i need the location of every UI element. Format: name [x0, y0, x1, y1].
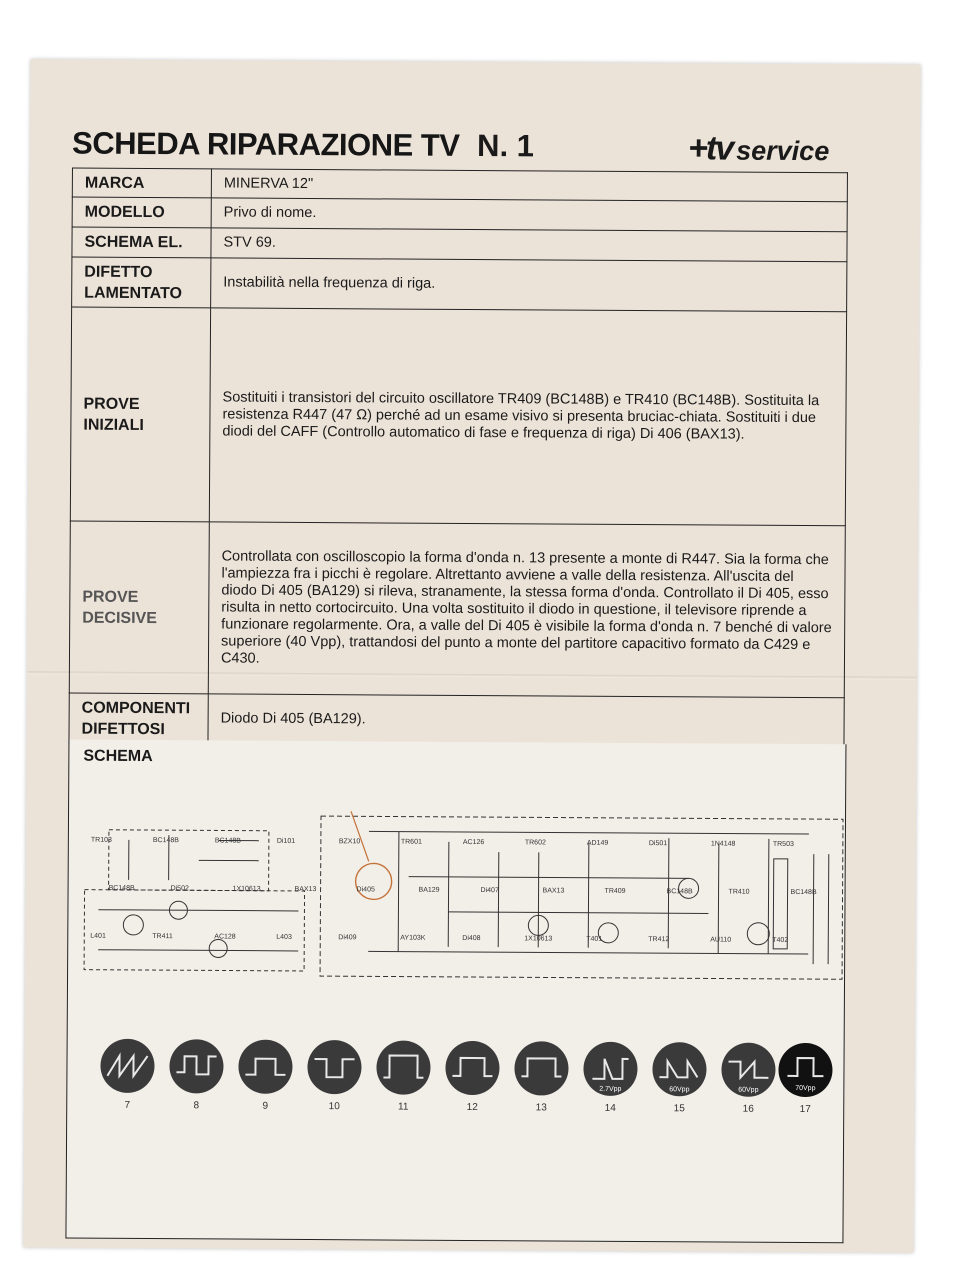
waveform-15 — [651, 1041, 707, 1114]
waveform-10 — [306, 1039, 362, 1112]
circuit-label: TR601 — [400, 838, 422, 846]
circuit-label: T402 — [772, 936, 789, 944]
waveform-number: 9 — [262, 1100, 269, 1112]
repair-form — [68, 168, 848, 749]
circuit-label: Di502 — [170, 885, 189, 893]
waveform-15-vpp: 60Vpp — [669, 1086, 690, 1094]
waveform-number: 12 — [466, 1101, 478, 1114]
circuit-label: AY103K — [400, 934, 426, 942]
value-componenti: Diodo Di 405 (BA129). — [208, 694, 844, 748]
circuit-label: Di501 — [648, 840, 668, 848]
circuit-label: Di405 — [356, 886, 375, 894]
label-prove-decisive: PROVE DECISIVE — [69, 521, 209, 694]
waveform-17-vpp: 70Vpp — [795, 1084, 816, 1093]
value-modello: Privo di nome. — [211, 198, 847, 232]
circuit-label: AU110 — [710, 936, 732, 944]
circuit-label: BC148B — [666, 888, 693, 896]
logo-mark: +tv — [687, 129, 733, 168]
circuit-label: 1X10613 — [232, 885, 261, 893]
label-difetto: DIFETTO LAMENTATO — [72, 257, 211, 308]
circuit-label: BAX13 — [294, 885, 317, 894]
circuit-label: Di409 — [338, 934, 357, 942]
value-marca: MINERVA 12" — [211, 169, 847, 202]
circuit-label: Di407 — [480, 887, 499, 895]
waveform-number: 14 — [604, 1102, 616, 1114]
circuit-label: 1X10613 — [524, 935, 553, 943]
waveform-9 — [237, 1039, 293, 1112]
waveform-17 — [777, 1042, 833, 1115]
circuit-label: Di101 — [276, 837, 296, 845]
circuit-label: Di408 — [462, 934, 481, 943]
waveform-number: 17 — [799, 1104, 811, 1116]
circuit-label: T401 — [586, 935, 603, 943]
circuit-label: BC148B — [214, 837, 241, 845]
schema-panel — [65, 740, 846, 1244]
row-schema-el — [72, 227, 847, 262]
sheet-number: N. 1 — [477, 128, 535, 164]
circuit-label: L401 — [90, 932, 106, 940]
circuit-label: AC128 — [214, 933, 236, 941]
row-difetto — [72, 257, 847, 312]
label-prove-iniziali: PROVE INIZIALI — [70, 307, 210, 522]
waveform-14 — [582, 1041, 638, 1114]
circuit-label: TR409 — [604, 887, 626, 895]
label-componenti: COMPONENTI DIFETTOSI — [69, 693, 208, 744]
tv-service-logo — [688, 129, 829, 169]
row-prove-decisive — [69, 521, 845, 698]
circuit-label: TR412 — [648, 936, 670, 944]
circuit-label: BA129 — [418, 886, 440, 894]
circuit-label: BZX10 — [338, 838, 361, 846]
waveform-number: 16 — [742, 1103, 754, 1115]
waveform-13 — [513, 1040, 569, 1113]
repair-sheet — [23, 59, 920, 1252]
waveform-8 — [168, 1038, 224, 1111]
circuit-label: BC148B — [108, 884, 135, 892]
circuit-label: AC126 — [462, 838, 485, 847]
value-prove-iniziali: Sostituiti i transistori del circuito oscillatore TR409 (BC148B) e TR410 (BC148B). Sostituita la resistenza R447 (47 Ω) perché ad un esame visivo si presenta bruciac-chiata. Sostituiti i due diodi del CAFF (Controllo automatico di fase e frequenza di riga) Di 406 (BAX13). — [209, 308, 846, 526]
waveform-number: 7 — [124, 1099, 131, 1111]
circuit-label: TR602 — [524, 839, 546, 847]
logo-word: service — [736, 135, 830, 167]
row-marca — [72, 168, 847, 202]
waveform-number: 10 — [328, 1101, 340, 1113]
label-modello: MODELLO — [72, 197, 211, 228]
schema-label: SCHEMA — [83, 747, 153, 766]
waveform-12 — [444, 1040, 500, 1113]
circuit-label: TR503 — [772, 840, 794, 848]
circuit-label: L403 — [276, 933, 292, 941]
waveform-strip — [83, 1038, 834, 1143]
circuit-label: BC148B — [152, 837, 179, 845]
waveform-number: 15 — [673, 1103, 685, 1115]
waveform-number: 11 — [398, 1101, 409, 1113]
value-schema-el: STV 69. — [211, 228, 847, 262]
circuit-label: 1N4148 — [710, 840, 736, 848]
circuit-label: TR410 — [728, 888, 750, 896]
circuit-label: BC148B — [790, 888, 817, 897]
circuit-label: BAX13 — [542, 887, 565, 895]
row-modello — [72, 197, 847, 232]
waveform-number: 8 — [193, 1100, 200, 1112]
waveform-14-vpp: 2.7Vpp — [599, 1085, 622, 1093]
page-title: SCHEDA RIPARAZIONE TV — [72, 125, 460, 163]
circuit-diagram — [68, 780, 845, 985]
waveform-7 — [99, 1038, 155, 1111]
circuit-label: TR411 — [152, 933, 173, 941]
waveform-number: 13 — [535, 1102, 547, 1114]
circuit-label: AD149 — [586, 839, 609, 847]
value-difetto: Instabilità nella frequenza di riga. — [211, 258, 847, 312]
row-prove-iniziali — [70, 307, 846, 526]
label-schema-el: SCHEMA EL. — [72, 227, 211, 258]
label-marca: MARCA — [72, 168, 211, 198]
waveform-11 — [375, 1039, 431, 1112]
value-prove-decisive: Controllata con oscilloscopio la forma d'onda n. 13 presente a monte di R447. Sia la forma che l'ampiezza fra i picchi è regolare. Altrettanto avviene a valle della resistenza. All'uscita del diodo Di 405 (BA129) si rileva, stranamente, la stessa forma d'onda. Controllato il Di 405, esso risulta in netto cortocircuito. Una volta sostituito il diodo in questione, il televisore riprende a funzionare regolarmente. Ora, a valle del Di 405 è visibile la forma d'onda n. 7 benché di valore superiore (40 Vpp), trattandosi del punto a monte del partitore capacitivo formato da C429 e C430. — [208, 522, 845, 698]
waveform-16-vpp: 60Vpp — [738, 1086, 759, 1094]
circuit-label: TR103 — [90, 836, 112, 844]
waveform-16 — [720, 1042, 776, 1115]
